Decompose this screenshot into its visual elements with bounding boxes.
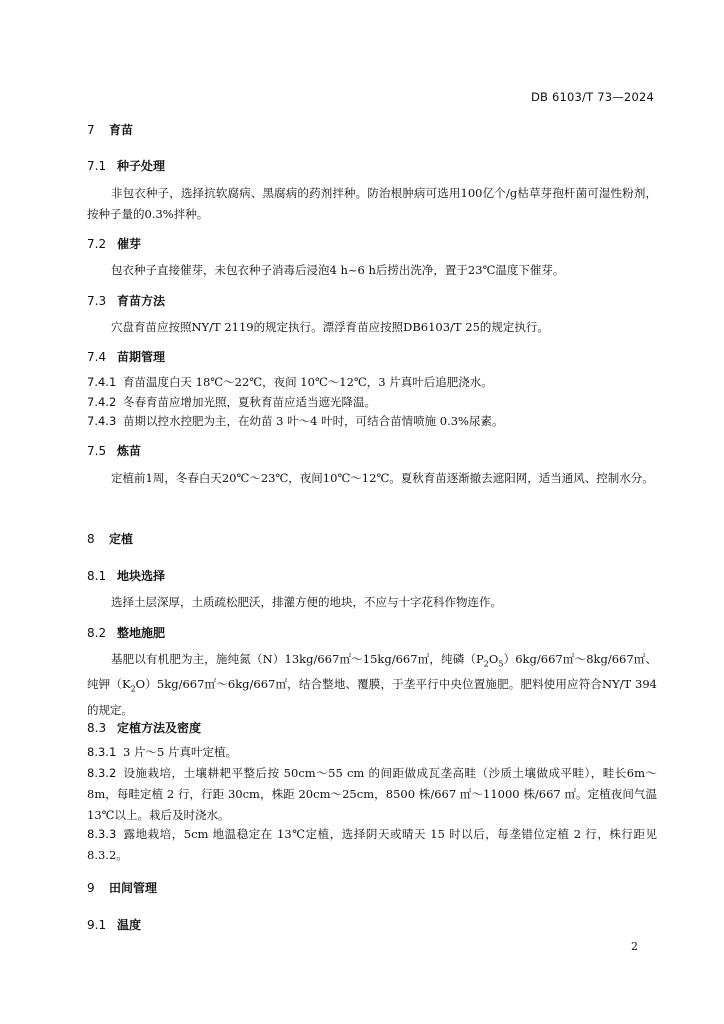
section-number: 8.2	[87, 626, 107, 640]
section-number: 9.1	[87, 918, 107, 932]
clause-8-3-3	[87, 824, 657, 866]
section-number: 7.2	[87, 237, 107, 251]
clause-8-3-2	[87, 763, 657, 826]
section-8-heading	[87, 530, 133, 547]
section-title: 催芽	[117, 237, 142, 251]
paragraph-7-2	[87, 260, 657, 281]
section-7-3-heading	[87, 292, 165, 309]
paragraph-text: 非包衣种子，选择抗软腐病、黑腐病的药剂拌种。防治根肿病可选用100亿个/g枯草芽孢杆菌可湿性粉剂，按种子量的0.3%拌种。	[87, 186, 657, 221]
section-title: 炼苗	[117, 444, 142, 458]
clause-number: 8.3.2	[87, 766, 117, 780]
section-8-2-heading	[87, 624, 165, 641]
clause-number: 8.3.1	[87, 745, 117, 759]
clause-number: 8.3.3	[87, 827, 117, 841]
section-number: 8	[87, 532, 95, 546]
paragraph-text: 定植前1周，冬春白天20℃～23℃，夜间10℃～12℃。夏秋育苗逐渐撤去遮阳网，适当通风、控制水分。	[111, 471, 654, 485]
section-number: 7	[87, 123, 95, 137]
section-7-2-heading	[87, 235, 141, 252]
section-title: 种子处理	[117, 159, 166, 173]
section-title: 育苗	[109, 123, 134, 137]
section-9-1-heading	[87, 916, 141, 933]
paragraph-text: 包衣种子直接催芽，未包衣种子消毒后浸泡4 h~6 h后捞出洗净，置于23℃温度下催芽。	[111, 263, 565, 277]
section-number: 7.1	[87, 159, 107, 173]
clause-7-4-2	[87, 392, 657, 413]
section-number: 7.5	[87, 444, 107, 458]
standard-code: DB 6103/T 73—2024	[530, 90, 654, 104]
paragraph-7-5	[87, 468, 657, 489]
clause-7-4-1	[87, 372, 657, 393]
clause-number: 7.4.2	[87, 395, 117, 409]
paragraph-8-2	[87, 649, 657, 721]
paragraph-text: 选择土层深厚，土质疏松肥沃，排灌方便的地块，不应与十字花科作物连作。	[111, 595, 502, 609]
section-8-1-heading	[87, 567, 165, 584]
paragraph-8-1	[87, 592, 657, 613]
section-title: 定植方法及密度	[117, 721, 202, 735]
section-8-3-heading	[87, 719, 201, 736]
paragraph-text: 基肥以有机肥为主，施纯氮（N）13kg/667㎡～15kg/667㎡，纯磷$(P_2O_5)6kg/667㎡\sim 8kg/667㎡$、纯钾$(K_2O)5kg/667㎡\sim 6kg/667㎡$，结合整地、覆膜，于垄平行中央位置施肥。肥料使用应符合NY/T 394的规定。	[87, 652, 657, 717]
clause-7-4-3	[87, 411, 657, 432]
clause-text: 育苗温度白天 18℃～22℃，夜间 10℃～12℃，3 片真叶后追肥浇水。	[123, 375, 493, 389]
clause-number: 7.4.1	[87, 375, 117, 389]
section-7-heading	[87, 121, 133, 138]
paragraph-text: 穴盘育苗应按照NY/T 2119的规定执行。漂浮育苗应按照DB6103/T 25的规定执行。	[111, 320, 549, 334]
section-7-5-heading	[87, 442, 141, 459]
clause-text: 冬春育苗应增加光照，夏秋育苗应适当遮光降温。	[123, 395, 376, 409]
section-title: 田间管理	[109, 881, 158, 895]
paragraph-7-1	[87, 183, 657, 225]
clause-8-3-1	[87, 742, 657, 763]
section-7-4-heading	[87, 348, 165, 365]
paragraph-7-3	[87, 317, 657, 338]
clause-number: 7.4.3	[87, 414, 117, 428]
section-7-1-heading	[87, 157, 165, 174]
clause-text: 苗期以控水控肥为主，在幼苗 3 叶～4 叶时，可结合苗情喷施 0.3%尿素。	[123, 414, 504, 428]
section-9-heading	[87, 879, 157, 896]
section-title: 定植	[109, 532, 134, 546]
section-number: 8.1	[87, 569, 107, 583]
section-title: 地块选择	[117, 569, 166, 583]
section-number: 9	[87, 881, 95, 895]
section-number: 7.3	[87, 294, 107, 308]
clause-text: 设施栽培，土壤耕耙平整后按 50cm～55 cm 的间距做成瓦垄高畦（沙质土壤做成平畦），畦长6m～8m，每畦定植 2 行，行距 30cm，株距 20cm～25cm，8500 株/667 ㎡～11000 株/667 ㎡。定植夜间气温 13℃以上。栽后及时浇水。	[87, 766, 657, 822]
clause-text: 3 片～5 片真叶定植。	[123, 745, 237, 759]
section-number: 7.4	[87, 350, 107, 364]
section-title: 整地施肥	[117, 626, 166, 640]
section-title: 温度	[117, 918, 142, 932]
section-title: 育苗方法	[117, 294, 166, 308]
section-title: 苗期管理	[117, 350, 166, 364]
section-number: 8.3	[87, 721, 107, 735]
page-number: 2	[631, 940, 638, 953]
clause-text: 露地栽培，5cm 地温稳定在 13℃定植，选择阴天或晴天 15 时以后，每垄错位定植 2 行，株行距见 8.3.2。	[87, 827, 657, 862]
